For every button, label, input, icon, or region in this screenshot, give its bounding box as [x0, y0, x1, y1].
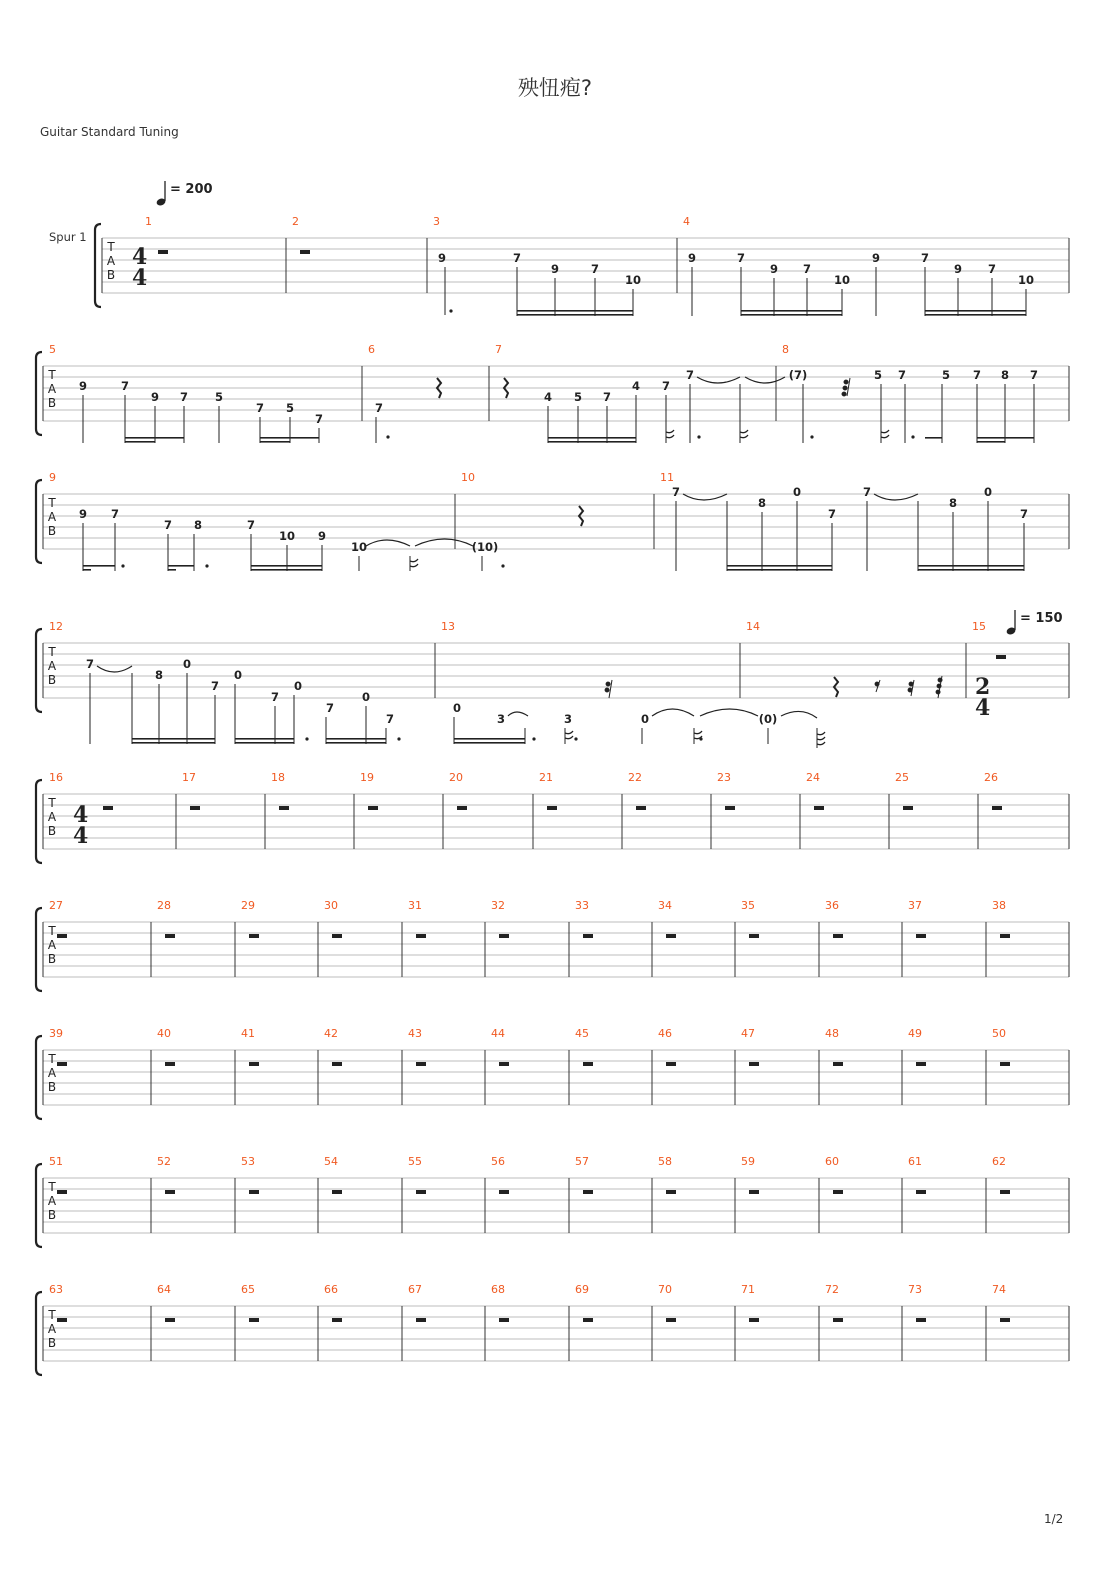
- tempo-text: = 200: [170, 182, 213, 197]
- rest: [833, 1190, 843, 1194]
- staff-system-6: [36, 899, 1069, 991]
- tab-clef-letter: A: [106, 254, 116, 268]
- rest: [749, 1318, 759, 1322]
- measure-number: 65: [241, 1283, 255, 1296]
- svg-text:0: 0: [233, 668, 243, 682]
- measure-number: 38: [992, 899, 1006, 912]
- svg-text:0: 0: [361, 690, 371, 704]
- svg-text:9: 9: [317, 529, 327, 543]
- svg-text:3: 3: [563, 712, 573, 726]
- svg-text:7: 7: [512, 251, 522, 265]
- rest: [916, 1190, 926, 1194]
- measure-12-notes: [86, 657, 401, 744]
- svg-text:7: 7: [85, 657, 95, 671]
- measure-number: 22: [628, 771, 642, 784]
- measure-number: 47: [741, 1027, 755, 1040]
- rest: [332, 1062, 342, 1066]
- svg-text:9: 9: [953, 262, 963, 276]
- measure-13-notes: [453, 680, 758, 744]
- svg-text:4: 4: [73, 823, 89, 849]
- svg-text:7: 7: [110, 507, 120, 521]
- measure-number: 51: [49, 1155, 63, 1168]
- time-signature-m1: [132, 244, 147, 291]
- svg-text:9: 9: [78, 379, 88, 393]
- rest: [165, 1318, 175, 1322]
- rest: [165, 934, 175, 938]
- staff-system-3: [36, 471, 1069, 563]
- tab-clef-letter: B: [47, 1336, 57, 1350]
- rest: [499, 934, 509, 938]
- system-bracket: [95, 224, 101, 307]
- svg-text:7: 7: [179, 390, 189, 404]
- tab-clef-letter: B: [47, 824, 57, 838]
- staff-system-9: [36, 1283, 1069, 1375]
- svg-text:10: 10: [833, 273, 851, 287]
- svg-text:5: 5: [285, 401, 295, 415]
- svg-text:8: 8: [1000, 368, 1010, 382]
- svg-text:5: 5: [873, 368, 883, 382]
- svg-text:10: 10: [624, 273, 642, 287]
- rest: [1000, 1190, 1010, 1194]
- staff-systems: [36, 215, 1069, 1375]
- tab-clef-letter: B: [47, 1208, 57, 1222]
- measure-number: 39: [49, 1027, 63, 1040]
- svg-text:9: 9: [871, 251, 881, 265]
- measure-number: 4: [683, 215, 690, 228]
- tab-clef-letter: A: [47, 510, 57, 524]
- svg-text:8: 8: [154, 668, 164, 682]
- measure-number: 72: [825, 1283, 839, 1296]
- svg-text:10: 10: [350, 540, 368, 554]
- measure-number: 64: [157, 1283, 171, 1296]
- staff-system-2: [36, 343, 1069, 435]
- measure-number: 37: [908, 899, 922, 912]
- time-signature-m15: [975, 674, 990, 721]
- measure-number: 31: [408, 899, 422, 912]
- measure-number: 56: [491, 1155, 505, 1168]
- tab-clef-letter: A: [47, 1194, 57, 1208]
- measure-number: 61: [908, 1155, 922, 1168]
- svg-text:7: 7: [255, 401, 265, 415]
- tuning-label: Guitar Standard Tuning: [40, 125, 179, 139]
- measure-number: 70: [658, 1283, 672, 1296]
- system-bracket: [36, 629, 42, 712]
- rest: [499, 1190, 509, 1194]
- rest: [833, 934, 843, 938]
- rest: [165, 1062, 175, 1066]
- system-bracket: [36, 780, 42, 863]
- svg-text:0: 0: [452, 701, 462, 715]
- rest: [916, 1062, 926, 1066]
- measure-number: 28: [157, 899, 171, 912]
- measure-number: 55: [408, 1155, 422, 1168]
- svg-text:0: 0: [182, 657, 192, 671]
- rest: [416, 1318, 426, 1322]
- rest: [368, 806, 378, 810]
- rest: [583, 1190, 593, 1194]
- tab-clef-letter: T: [48, 1308, 56, 1322]
- measure-9-notes: [79, 507, 473, 571]
- svg-text:7: 7: [920, 251, 930, 265]
- rest: [666, 1190, 676, 1194]
- measure-number: 63: [49, 1283, 63, 1296]
- svg-text:9: 9: [78, 507, 88, 521]
- measure-7-notes: [504, 368, 785, 443]
- rest: [165, 1190, 175, 1194]
- tab-clef-letter: T: [48, 924, 56, 938]
- rest: [457, 806, 467, 810]
- tab-clef-letter: T: [48, 1180, 56, 1194]
- svg-text:7: 7: [671, 485, 681, 499]
- svg-text:7: 7: [590, 262, 600, 276]
- measure-number: 11: [660, 471, 674, 484]
- measure-number: 19: [360, 771, 374, 784]
- rest: [903, 806, 913, 810]
- svg-text:7: 7: [897, 368, 907, 382]
- measure-number: 21: [539, 771, 553, 784]
- measure-number: 1: [145, 215, 152, 228]
- tab-clef-letter: T: [48, 496, 56, 510]
- tab-clef-letter: B: [47, 673, 57, 687]
- system-bracket: [36, 1036, 42, 1119]
- rest: [332, 1190, 342, 1194]
- rest: [57, 1062, 67, 1066]
- measure-8-notes: [789, 368, 1038, 443]
- measure-number: 25: [895, 771, 909, 784]
- svg-text:8: 8: [757, 496, 767, 510]
- tab-clef-letter: A: [47, 382, 57, 396]
- svg-text:7: 7: [987, 262, 997, 276]
- svg-text:(10): (10): [471, 540, 499, 554]
- tab-clef-letter: B: [106, 268, 116, 282]
- svg-text:7: 7: [385, 712, 395, 726]
- measure-number: 59: [741, 1155, 755, 1168]
- measure-number: 40: [157, 1027, 171, 1040]
- svg-text:4: 4: [975, 695, 991, 721]
- svg-text:9: 9: [150, 390, 160, 404]
- svg-text:4: 4: [631, 379, 641, 393]
- staff-system-5: [36, 771, 1069, 863]
- track-name: Spur 1: [49, 230, 87, 244]
- tab-clef-letter: T: [48, 645, 56, 659]
- svg-text:7: 7: [862, 485, 872, 499]
- measure-number: 26: [984, 771, 998, 784]
- measure-number: 8: [782, 343, 789, 356]
- tab-clef-letter: T: [48, 796, 56, 810]
- measure-number: 57: [575, 1155, 589, 1168]
- measure-number: 67: [408, 1283, 422, 1296]
- rest: [666, 1062, 676, 1066]
- rest: [57, 1190, 67, 1194]
- svg-text:(7): (7): [788, 368, 808, 382]
- song-title: 殃忸疱?: [517, 76, 593, 100]
- svg-text:7: 7: [325, 701, 335, 715]
- measure-number: 53: [241, 1155, 255, 1168]
- measure-number: 7: [495, 343, 502, 356]
- tempo-mark-200: [156, 181, 213, 207]
- time-signature-m16: [73, 802, 88, 849]
- svg-text:7: 7: [802, 262, 812, 276]
- rest: [416, 934, 426, 938]
- svg-text:7: 7: [827, 507, 837, 521]
- rest: [57, 1318, 67, 1322]
- rest: [833, 1062, 843, 1066]
- svg-text:0: 0: [640, 712, 650, 726]
- svg-text:0: 0: [792, 485, 802, 499]
- svg-text:5: 5: [573, 390, 583, 404]
- measure-number: 32: [491, 899, 505, 912]
- rest: [158, 250, 168, 254]
- svg-text:7: 7: [120, 379, 130, 393]
- svg-text:7: 7: [602, 390, 612, 404]
- svg-text:7: 7: [972, 368, 982, 382]
- svg-text:4: 4: [132, 244, 148, 270]
- svg-text:7: 7: [1029, 368, 1039, 382]
- measure-number: 17: [182, 771, 196, 784]
- rest: [992, 806, 1002, 810]
- rest: [190, 806, 200, 810]
- rest: [249, 934, 259, 938]
- measure-number: 42: [324, 1027, 338, 1040]
- staff-system-7: [36, 1027, 1069, 1119]
- svg-text:2: 2: [975, 674, 991, 700]
- svg-text:8: 8: [948, 496, 958, 510]
- tab-clef-letter: T: [48, 1052, 56, 1066]
- system-bracket: [36, 352, 42, 435]
- svg-text:8: 8: [193, 518, 203, 532]
- measure-number: 45: [575, 1027, 589, 1040]
- measure-11-notes: [672, 485, 1028, 571]
- rest: [249, 1318, 259, 1322]
- staff-system-8: [36, 1155, 1069, 1247]
- svg-text:7: 7: [661, 379, 671, 393]
- svg-text:(0): (0): [758, 712, 778, 726]
- svg-text:7: 7: [374, 401, 384, 415]
- measure-number: 13: [441, 620, 455, 633]
- measure-number: 6: [368, 343, 375, 356]
- svg-text:7: 7: [685, 368, 695, 382]
- measure-number: 14: [746, 620, 760, 633]
- rest: [749, 934, 759, 938]
- measure-number: 58: [658, 1155, 672, 1168]
- tab-clef-letter: A: [47, 810, 57, 824]
- measure-number: 54: [324, 1155, 338, 1168]
- measure-number: 29: [241, 899, 255, 912]
- measure-number: 43: [408, 1027, 422, 1040]
- rest: [547, 806, 557, 810]
- svg-text:7: 7: [210, 679, 220, 693]
- rest: [300, 250, 310, 254]
- rest: [583, 1318, 593, 1322]
- measure-number: 34: [658, 899, 672, 912]
- svg-text:7: 7: [270, 690, 280, 704]
- measure-number: 69: [575, 1283, 589, 1296]
- tab-clef-letter: A: [47, 659, 57, 673]
- rest: [583, 934, 593, 938]
- svg-text:7: 7: [1019, 507, 1029, 521]
- rest: [749, 1190, 759, 1194]
- measure-number: 41: [241, 1027, 255, 1040]
- svg-text:4: 4: [543, 390, 553, 404]
- rest: [725, 806, 735, 810]
- rest: [1000, 1318, 1010, 1322]
- svg-text:7: 7: [314, 412, 324, 426]
- svg-text:4: 4: [132, 265, 148, 291]
- measure-number: 33: [575, 899, 589, 912]
- measure-number: 18: [271, 771, 285, 784]
- svg-text:9: 9: [550, 262, 560, 276]
- rest: [996, 655, 1006, 659]
- rest: [833, 1318, 843, 1322]
- rest: [916, 934, 926, 938]
- rest: [916, 1318, 926, 1322]
- svg-text:7: 7: [246, 518, 256, 532]
- measure-4-notes: [688, 251, 1034, 316]
- measure-number: 23: [717, 771, 731, 784]
- rest: [1000, 934, 1010, 938]
- system-bracket: [36, 480, 42, 563]
- measure-number: 10: [461, 471, 475, 484]
- measure-number: 12: [49, 620, 63, 633]
- measure-number: 44: [491, 1027, 505, 1040]
- measure-number: 48: [825, 1027, 839, 1040]
- measure-number: 3: [433, 215, 440, 228]
- tab-clef-letter: T: [48, 368, 56, 382]
- rest: [249, 1190, 259, 1194]
- tab-clef-letter: A: [47, 938, 57, 952]
- tab-clef-letter: B: [47, 396, 57, 410]
- measure-number: 36: [825, 899, 839, 912]
- measure-number: 24: [806, 771, 820, 784]
- system-bracket: [36, 1292, 42, 1375]
- rest: [249, 1062, 259, 1066]
- rest: [332, 1318, 342, 1322]
- measure-number: 66: [324, 1283, 338, 1296]
- measure-number: 15: [972, 620, 986, 633]
- svg-text:10: 10: [1017, 273, 1035, 287]
- svg-text:7: 7: [736, 251, 746, 265]
- measure-3-notes: [438, 251, 641, 316]
- svg-text:9: 9: [769, 262, 779, 276]
- svg-text:0: 0: [983, 485, 993, 499]
- rest: [332, 934, 342, 938]
- rest: [499, 1318, 509, 1322]
- rest: [499, 1062, 509, 1066]
- svg-text:0: 0: [293, 679, 303, 693]
- measure-number: 52: [157, 1155, 171, 1168]
- rest: [583, 1062, 593, 1066]
- svg-text:9: 9: [437, 251, 447, 265]
- rest: [666, 1318, 676, 1322]
- measure-5-notes: [79, 379, 323, 443]
- rest: [416, 1062, 426, 1066]
- measure-number: 20: [449, 771, 463, 784]
- tempo-text: = 150: [1020, 611, 1063, 626]
- measure-number: 46: [658, 1027, 672, 1040]
- measure-number: 9: [49, 471, 56, 484]
- measure-number: 60: [825, 1155, 839, 1168]
- svg-text:9: 9: [687, 251, 697, 265]
- svg-text:5: 5: [214, 390, 224, 404]
- svg-text:3: 3: [496, 712, 506, 726]
- measure-number: 35: [741, 899, 755, 912]
- tab-clef-letter: A: [47, 1066, 57, 1080]
- svg-text:7: 7: [163, 518, 173, 532]
- rest: [279, 806, 289, 810]
- tab-clef-letter: T: [107, 240, 115, 254]
- measure-number: 5: [49, 343, 56, 356]
- measure-number: 2: [292, 215, 299, 228]
- measure-number: 49: [908, 1027, 922, 1040]
- tempo-mark-150: [1006, 610, 1063, 636]
- rest: [636, 806, 646, 810]
- rest: [57, 934, 67, 938]
- measure-number: 50: [992, 1027, 1006, 1040]
- measure-number: 73: [908, 1283, 922, 1296]
- svg-text:10: 10: [278, 529, 296, 543]
- rest: [103, 806, 113, 810]
- measure-number: 74: [992, 1283, 1006, 1296]
- tab-clef-letter: B: [47, 1080, 57, 1094]
- tab-clef-letter: B: [47, 952, 57, 966]
- svg-text:5: 5: [941, 368, 951, 382]
- rest: [1000, 1062, 1010, 1066]
- measure-number: 68: [491, 1283, 505, 1296]
- system-bracket: [36, 908, 42, 991]
- rest: [749, 1062, 759, 1066]
- tab-clef-letter: B: [47, 524, 57, 538]
- measure-number: 71: [741, 1283, 755, 1296]
- system-bracket: [36, 1164, 42, 1247]
- svg-text:4: 4: [73, 802, 89, 828]
- rest: [416, 1190, 426, 1194]
- rest: [666, 934, 676, 938]
- measure-number: 27: [49, 899, 63, 912]
- tab-clef-letter: A: [47, 1322, 57, 1336]
- rest: [814, 806, 824, 810]
- measure-number: 62: [992, 1155, 1006, 1168]
- measure-number: 16: [49, 771, 63, 784]
- measure-number: 30: [324, 899, 338, 912]
- page-number: 1/2: [1044, 1512, 1064, 1526]
